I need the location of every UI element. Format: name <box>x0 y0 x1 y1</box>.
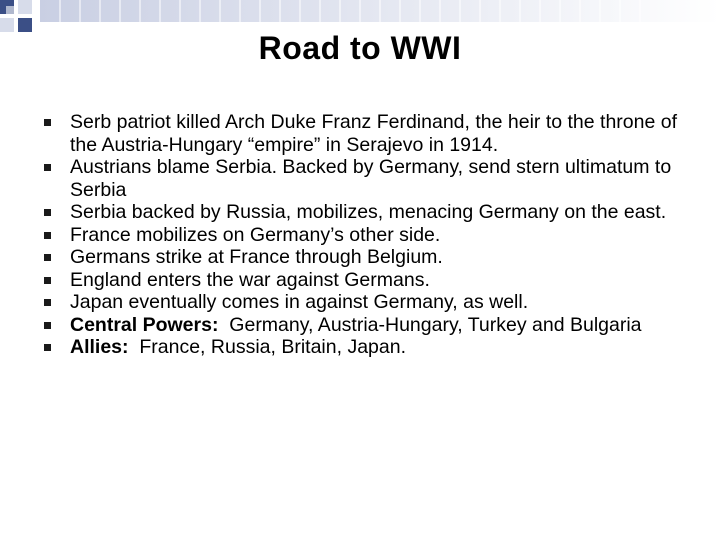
square-bullet-icon <box>44 164 51 171</box>
bullet-bold-label: Central Powers: <box>70 313 219 336</box>
bullet-text: France, Russia, Britain, Japan. <box>128 336 406 358</box>
square-bullet-icon <box>44 254 51 261</box>
square-bullet-icon <box>44 344 51 351</box>
list-item <box>44 201 694 224</box>
square-bullet-icon <box>44 119 51 126</box>
list-item <box>44 336 694 359</box>
bullet-text: Austrians blame Serbia. Backed by Germany, send stern ultimatum to Serbia <box>70 156 672 201</box>
square-bullet-icon <box>44 322 51 329</box>
square-bullet-icon <box>44 232 51 239</box>
bullet-text: France mobilizes on Germany’s other side. <box>70 223 441 246</box>
list-item <box>44 314 694 337</box>
bullet-text: Japan eventually comes in against Germany, as well. <box>70 291 529 313</box>
bullet-bold-label: Allies: <box>70 336 129 358</box>
list-item <box>44 246 694 269</box>
bullet-list <box>44 111 694 359</box>
slide-title: Road to WWI <box>258 30 462 66</box>
square-bullet-icon <box>44 277 51 284</box>
list-item <box>44 291 694 314</box>
list-item <box>44 269 694 292</box>
square-bullet-icon <box>44 299 51 306</box>
square-bullet-icon <box>44 209 51 216</box>
list-item <box>44 224 694 247</box>
bullet-text: Serbia backed by Russia, mobilizes, menacing Germany on the east. <box>70 201 667 223</box>
bullet-text: Germans strike at France through Belgium. <box>70 246 443 268</box>
bullet-text: England enters the war against Germans. <box>70 268 430 291</box>
bullet-text: Serb patriot killed Arch Duke Franz Ferdinand, the heir to the throne of the Austria-Hungary “empire” in Serajevo in 1914. <box>70 111 677 156</box>
list-item <box>44 156 694 201</box>
bullet-text: Germany, Austria-Hungary, Turkey and Bulgaria <box>218 313 642 336</box>
list-item <box>44 111 694 156</box>
